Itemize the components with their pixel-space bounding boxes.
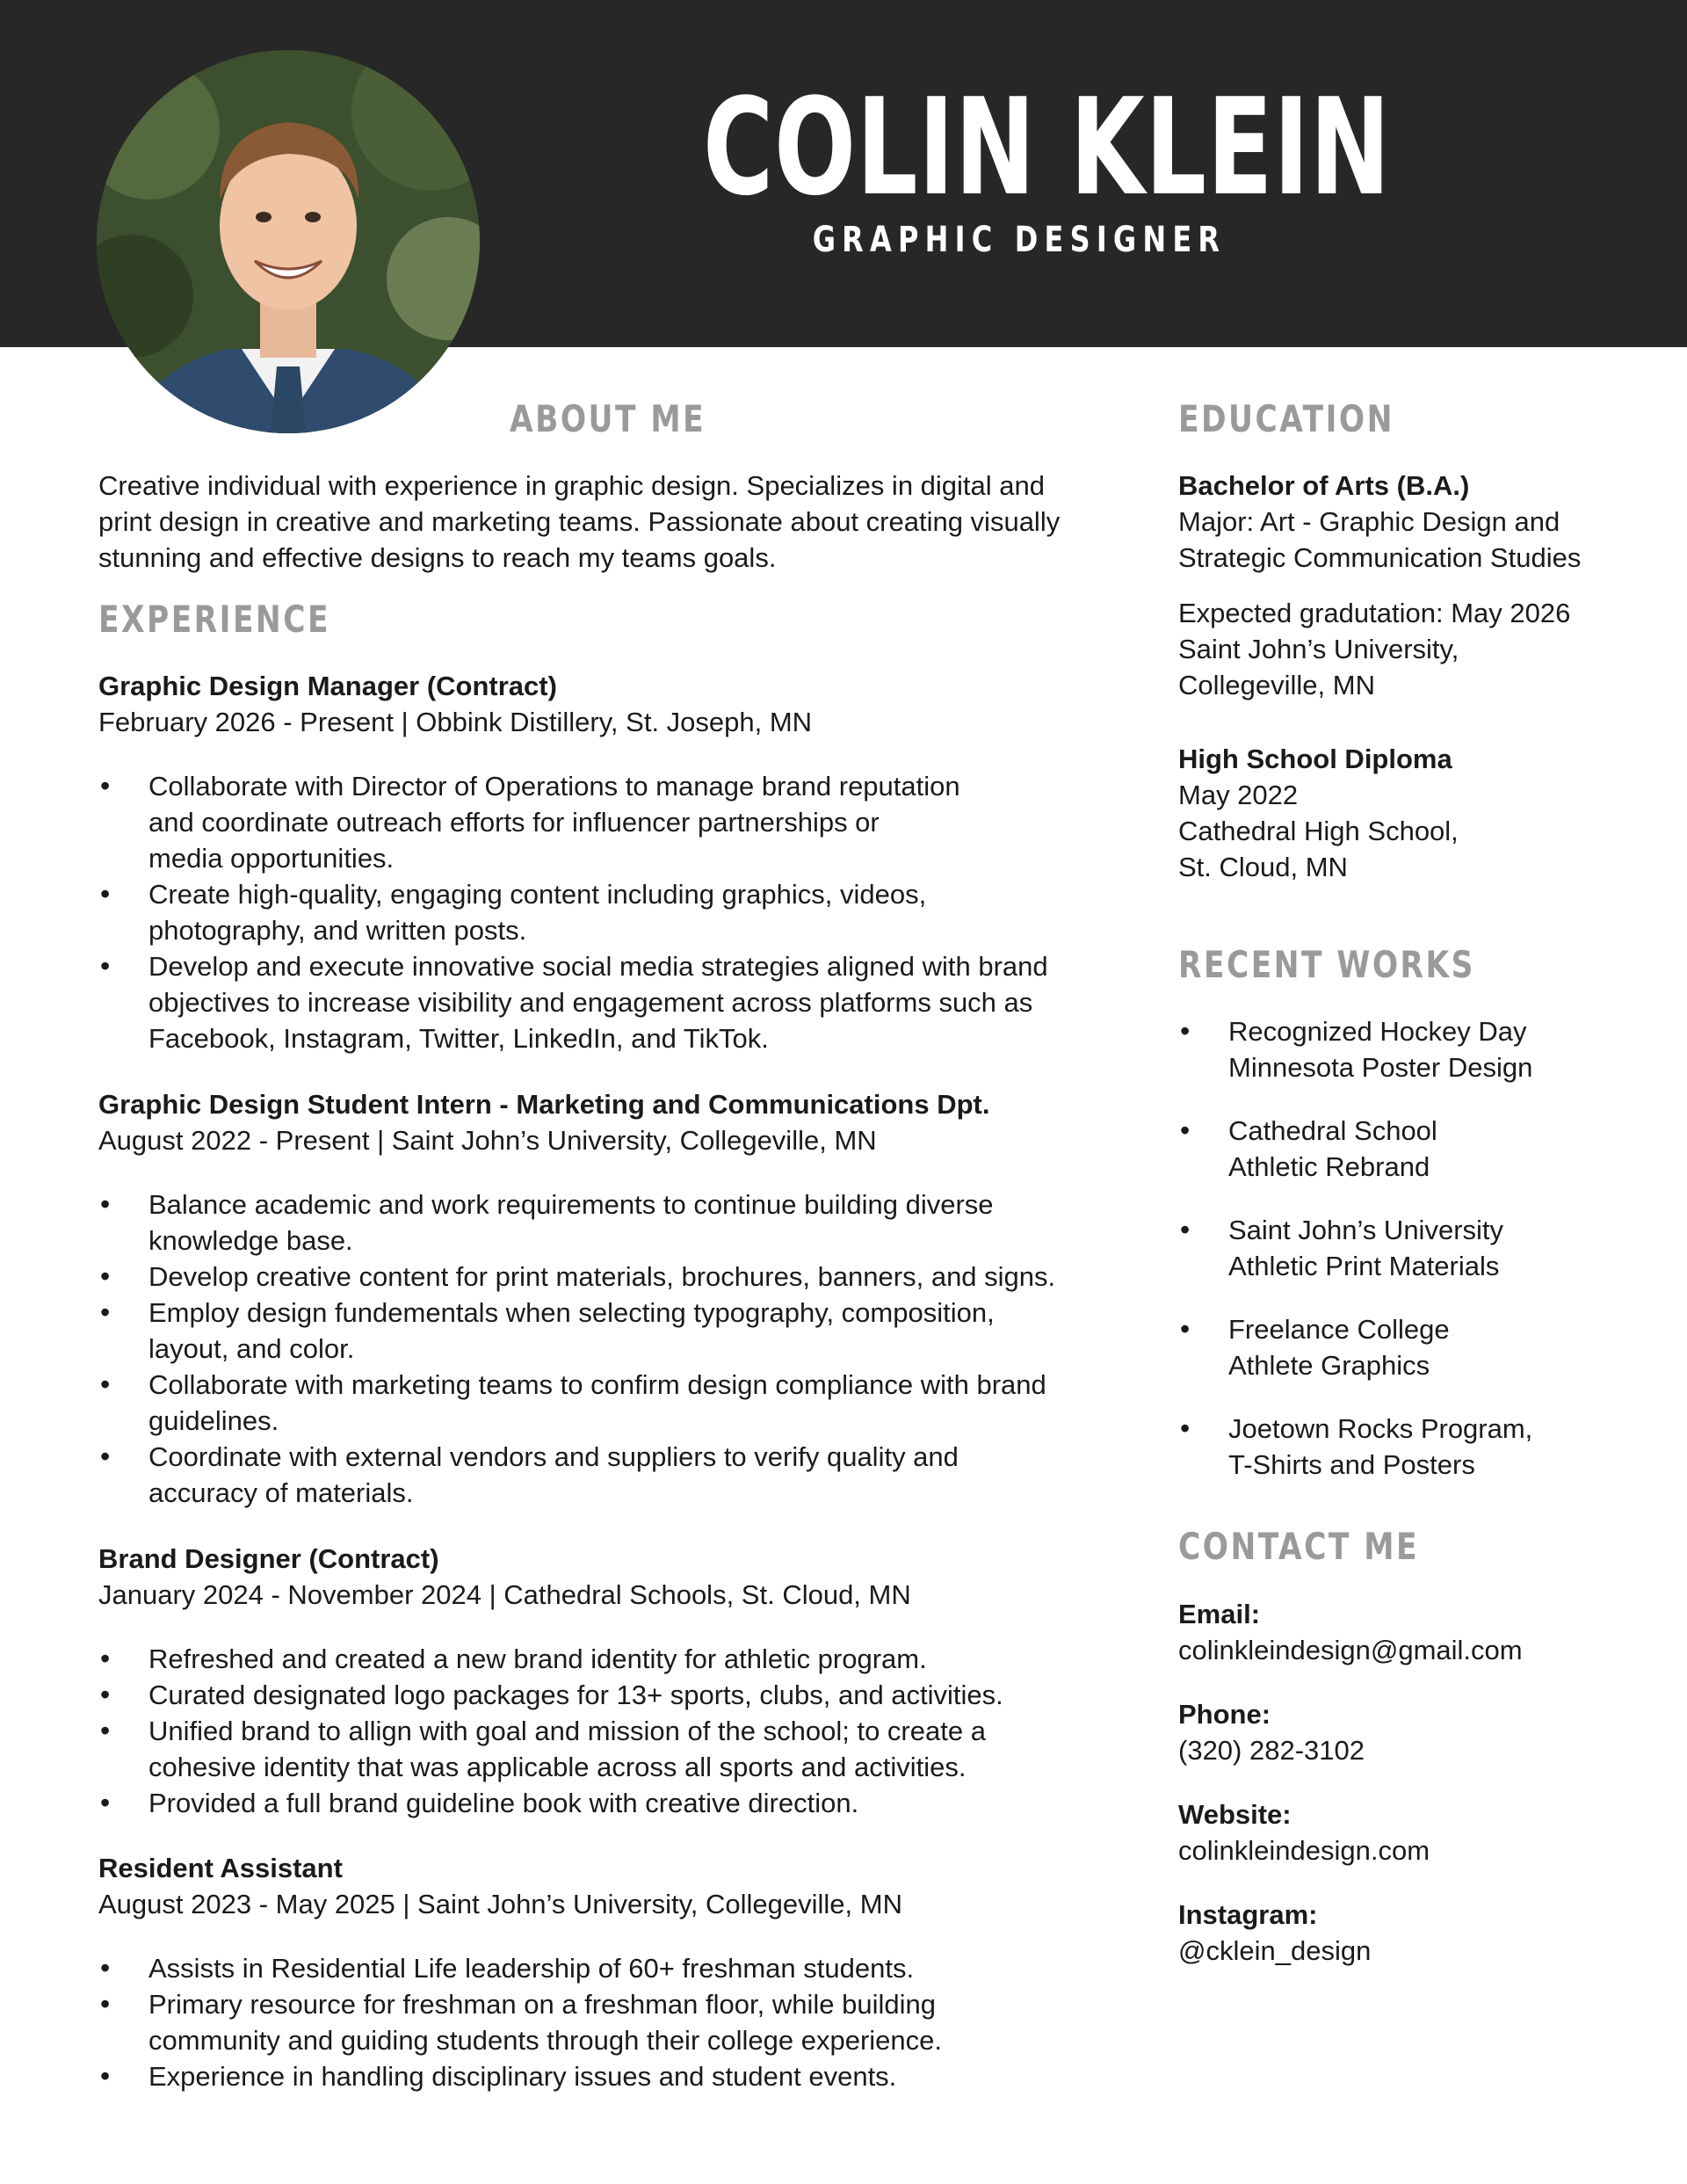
phone-link[interactable]: (320) 282-3102 xyxy=(1178,1735,1365,1766)
contact-email: Email: colinkleindesign@gmail.com xyxy=(1178,1596,1523,1668)
job-bullets xyxy=(98,1186,1055,1511)
list-item: • Collaborate with Director of Operations to manage brand reputation and coordinate outreach efforts for influencer partnerships or media opportunities. xyxy=(98,768,1048,876)
job-title: Resident Assistant xyxy=(98,1853,343,1883)
job-bullets xyxy=(98,1950,942,2094)
job-bullets xyxy=(98,1641,1003,1821)
works-heading: RECENT WORKS xyxy=(1178,943,1475,986)
list-item: • Experience in handling disciplinary issues and student events. xyxy=(98,2058,942,2094)
about-heading: ABOUT ME xyxy=(510,397,706,440)
job-bullets xyxy=(98,768,1048,1056)
list-item: • Recognized Hockey Day Minnesota Poster Design xyxy=(1178,1013,1532,1085)
instagram-link[interactable]: @cklein_design xyxy=(1178,1935,1372,1966)
candidate-title: GRAPHIC DESIGNER xyxy=(812,220,1227,260)
experience-heading: EXPERIENCE xyxy=(98,598,330,641)
job-title: Brand Designer (Contract) xyxy=(98,1543,439,1574)
education-diploma: High School Diploma May 2022 Cathedral High School, St. Cloud, MN xyxy=(1178,741,1459,885)
job-title: Graphic Design Manager (Contract) xyxy=(98,671,557,701)
list-item: • Saint John’s University Athletic Print Materials xyxy=(1178,1212,1532,1284)
diploma-title: High School Diploma xyxy=(1178,744,1452,774)
list-item: • Provided a full brand guideline book with creative direction. xyxy=(98,1785,1003,1821)
about-text: Creative individual with experience in graphic design. Specializes in digital and print design in creative and marketing teams. Passionate about creating visually stunning and effective designs to reach my teams goals. xyxy=(98,470,1061,573)
list-item: • Develop creative content for print materials, brochures, banners, and signs. xyxy=(98,1259,1055,1295)
list-item: • Cathedral School Athletic Rebrand xyxy=(1178,1113,1532,1185)
job-entry xyxy=(98,1086,989,1158)
list-item: • Curated designated logo packages for 13+ sports, clubs, and activities. xyxy=(98,1677,1003,1713)
list-item: • Joetown Rocks Program, T-Shirts and Posters xyxy=(1178,1411,1532,1483)
profile-photo-illustration xyxy=(97,50,480,433)
list-item: • Create high-quality, engaging content including graphics, videos, photography, and written posts. xyxy=(98,876,1048,948)
list-item: • Primary resource for freshman on a freshman floor, while building community and guiding students through their college experience. xyxy=(98,1986,942,2058)
education-heading: EDUCATION xyxy=(1178,397,1394,440)
job-entry xyxy=(98,1541,911,1613)
candidate-name: COLIN KLEIN xyxy=(703,69,1392,225)
job-meta: February 2026 - Present | Obbink Distillery, St. Joseph, MN xyxy=(98,707,813,737)
education-expected: Expected gradutation: May 2026 Saint John’s University, Collegeville, MN xyxy=(1178,598,1571,700)
list-item: • Assists in Residential Life leadership of 60+ freshman students. xyxy=(98,1950,942,1986)
job-entry xyxy=(98,1850,902,1922)
works-list xyxy=(1178,1013,1532,1510)
degree-title: Bachelor of Arts (B.A.) xyxy=(1178,470,1470,501)
education-degree: Bachelor of Arts (B.A.) Major: Art - Graphic Design and Strategic Communication Studies xyxy=(1178,468,1581,576)
contact-website: Website: colinkleindesign.com xyxy=(1178,1796,1430,1868)
job-meta: August 2022 - Present | Saint John’s University, Collegeville, MN xyxy=(98,1125,877,1156)
job-title: Graphic Design Student Intern - Marketing and Communications Dpt. xyxy=(98,1089,990,1120)
list-item: • Refreshed and created a new brand identity for athletic program. xyxy=(98,1641,1003,1677)
job-entry xyxy=(98,668,812,740)
email-link[interactable]: colinkleindesign@gmail.com xyxy=(1178,1635,1523,1665)
contact-heading: CONTACT ME xyxy=(1178,1525,1420,1568)
profile-photo xyxy=(97,50,480,433)
job-meta: August 2023 - May 2025 | Saint John’s University, Collegeville, MN xyxy=(98,1889,902,1919)
list-item: • Balance academic and work requirements to continue building diverse knowledge base. xyxy=(98,1186,1055,1259)
list-item: • Develop and execute innovative social media strategies aligned with brand objectives to increase visibility and engagement across platforms such as Facebook, Instagram, Twitter, LinkedIn, and TikTok. xyxy=(98,948,1048,1056)
website-link[interactable]: colinkleindesign.com xyxy=(1178,1835,1430,1866)
list-item: • Collaborate with marketing teams to confirm design compliance with brand guidelines. xyxy=(98,1367,1055,1439)
contact-instagram: Instagram: @cklein_design xyxy=(1178,1897,1371,1969)
list-item: • Coordinate with external vendors and suppliers to verify quality and accuracy of materials. xyxy=(98,1439,1055,1511)
list-item: • Unified brand to allign with goal and mission of the school; to create a cohesive identity that was applicable across all sports and activities. xyxy=(98,1713,1003,1785)
contact-phone: Phone: (320) 282-3102 xyxy=(1178,1696,1365,1768)
list-item: • Employ design fundementals when selecting typography, composition, layout, and color. xyxy=(98,1295,1055,1367)
job-meta: January 2024 - November 2024 | Cathedral Schools, St. Cloud, MN xyxy=(98,1579,911,1610)
list-item: • Freelance College Athlete Graphics xyxy=(1178,1311,1532,1383)
